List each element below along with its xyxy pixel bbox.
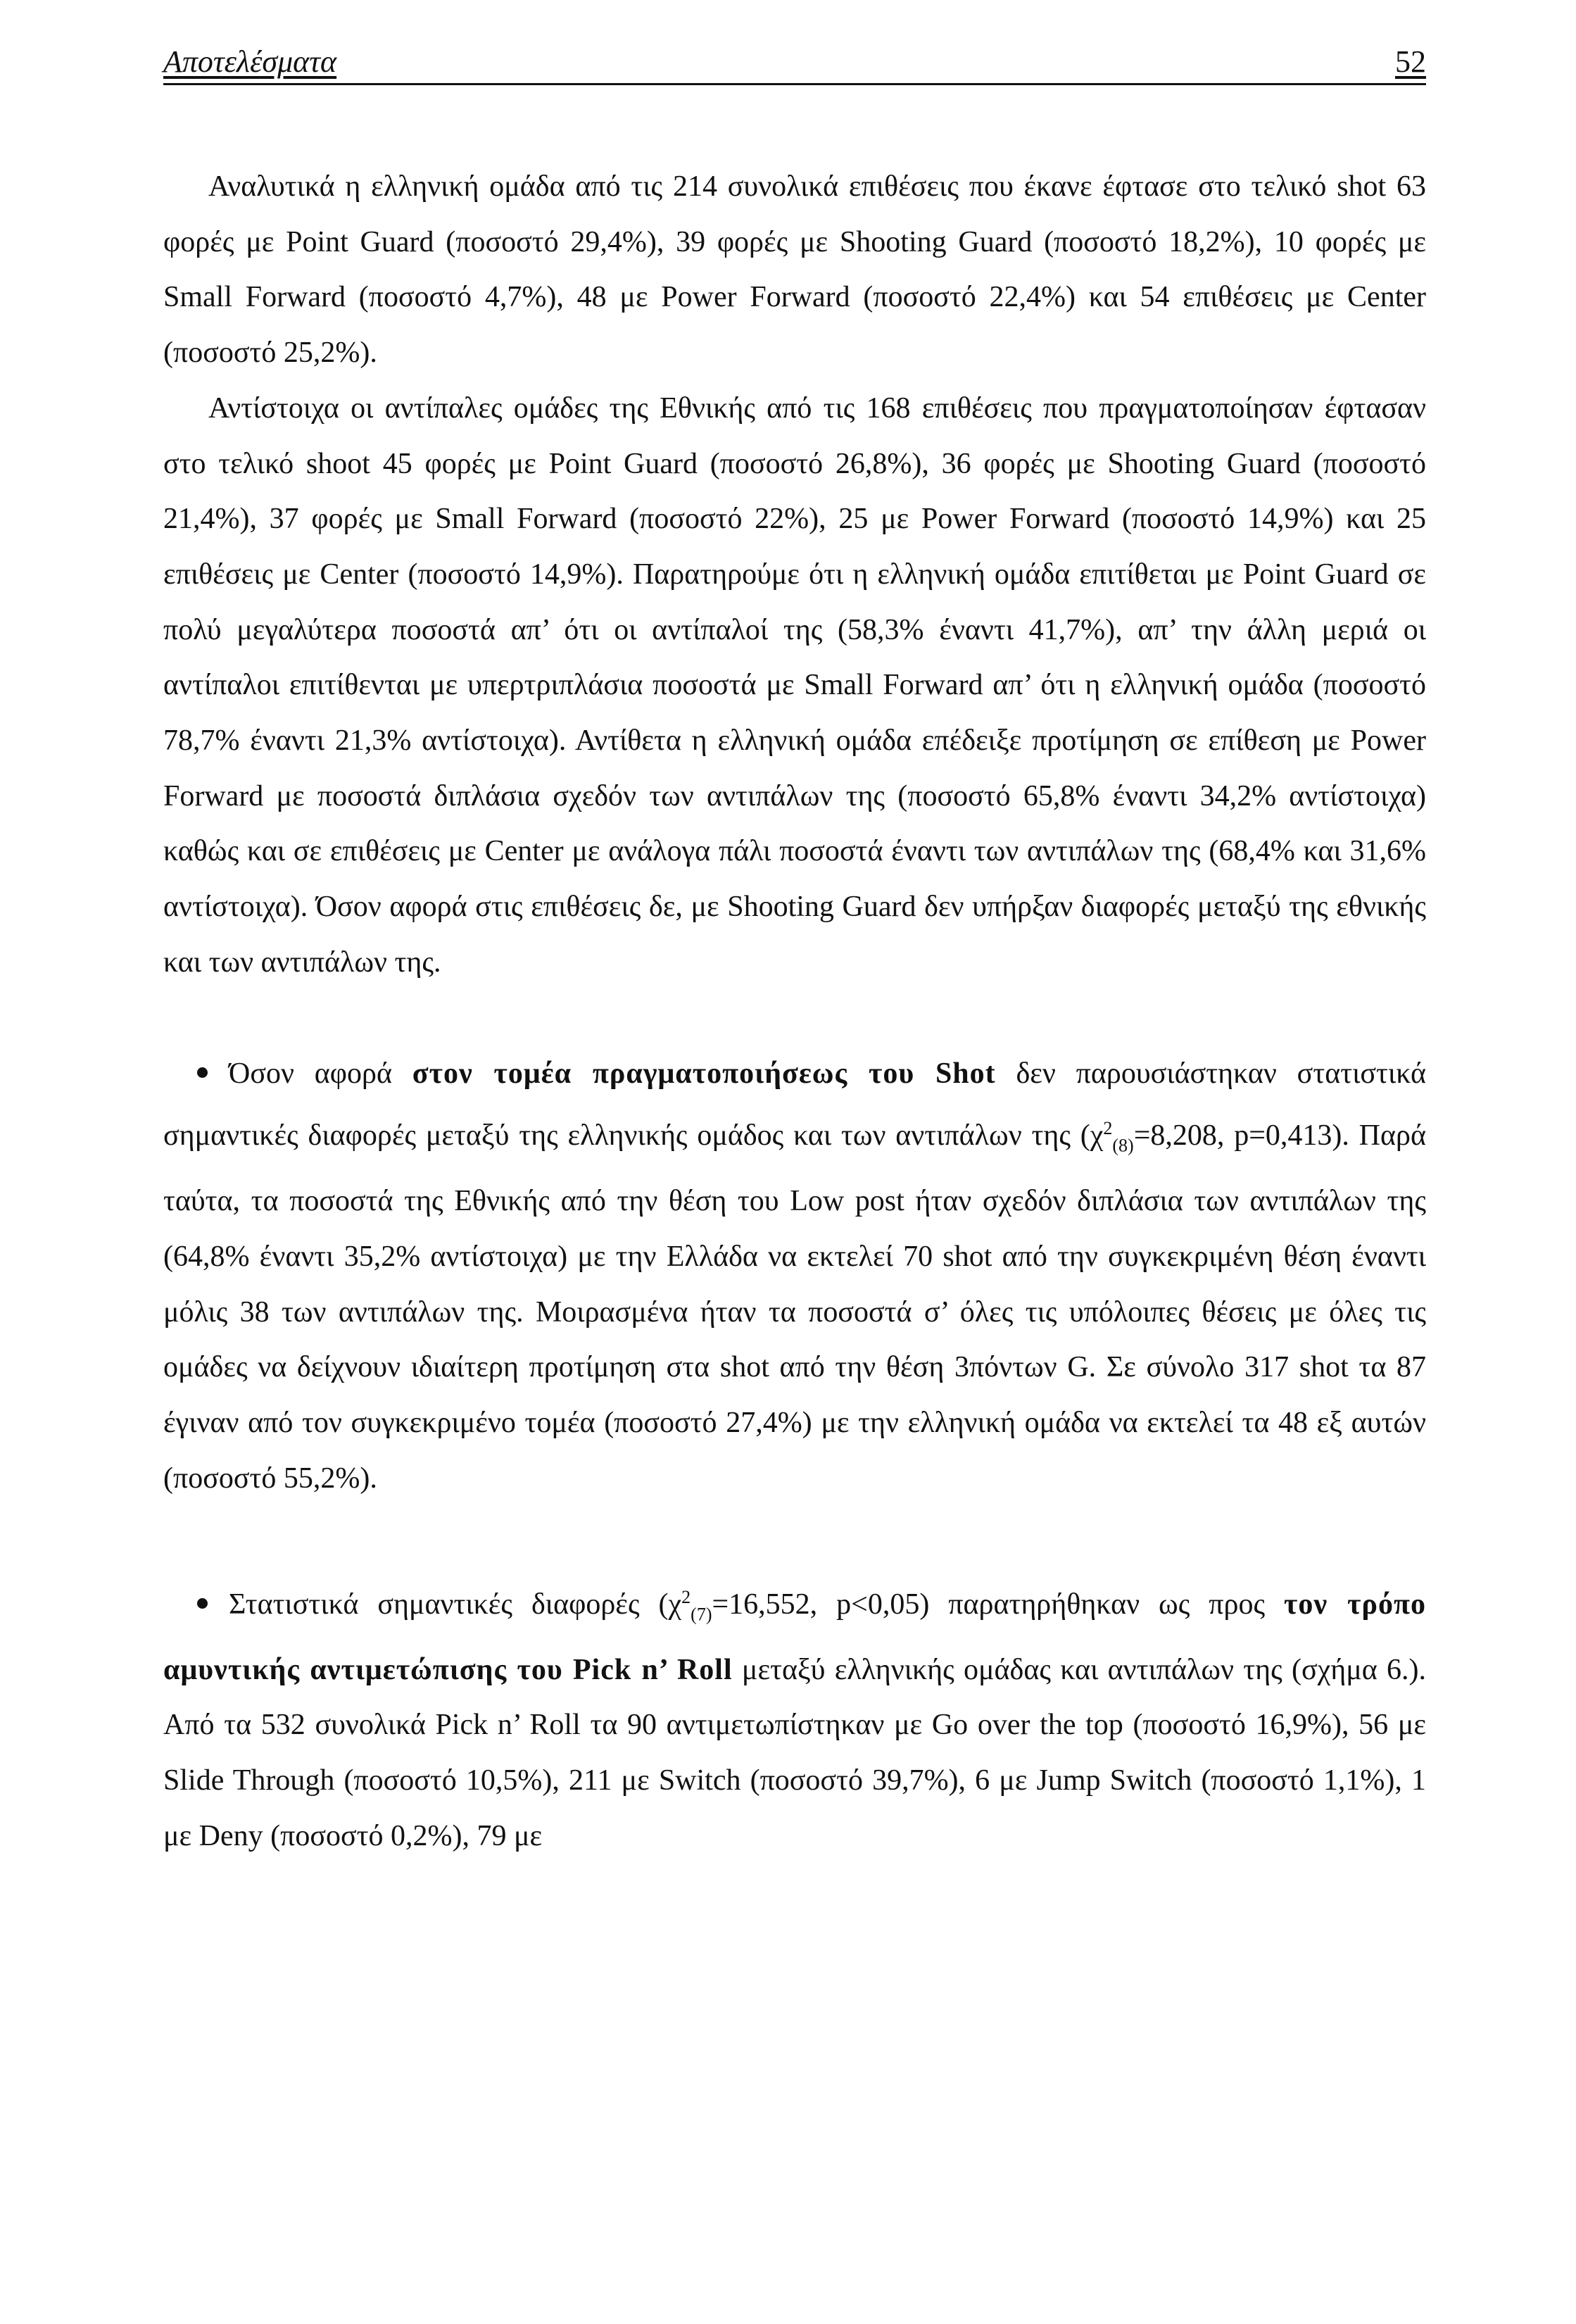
bullet-pick-and-roll <box>163 1570 1426 1864</box>
chi-square-superscript: 2 <box>1103 1118 1113 1139</box>
bullet-pick-roll-text1: =16,552, p<0,05) παρατηρήθηκαν ως προς <box>712 1588 1285 1621</box>
section-title: Αποτελέσματα <box>163 44 337 79</box>
paragraph-spacer <box>163 1507 1426 1570</box>
bullet-icon <box>197 1598 208 1609</box>
paragraph-opponent-attacks: Αντίστοιχα οι αντίπαλες ομάδες της Εθνικής από τις 168 επιθέσεις που πραγματοποίησαν έφτασαν στο τελικό shoot 45 φορές με Point Guard (ποσοστό 26,8%), 36 φορές με Shooting Guard (ποσοστό 21,4%), 37 φορές με Small Forward (ποσοστό 22%), 25 με Power Forward (ποσοστό 14,9%) και 25 επιθέσεις με Center (ποσοστό 14,9%). Παρατηρούμε ότι η ελληνική ομάδα επιτίθεται με Point Guard σε πολύ μεγαλύτερα ποσοστά απ’ ότι οι αντίπαλοί της (58,3% έναντι 41,7%), απ’ την άλλη μεριά οι αντίπαλοι επιτίθενται με υπερτριπλάσια ποσοστά με Small Forward απ’ ότι η ελληνική ομάδα (ποσοστό 78,7% έναντι 21,3% αντίστοιχα). Αντίθετα η ελληνική ομάδα επέδειξε προτίμηση σε επίθεση με Power Forward με ποσοστά διπλάσια σχεδόν των αντιπάλων της (ποσοστό 65,8% έναντι 34,2% αντίστοιχα) καθώς και σε επιθέσεις με Center με ανάλογα πάλι ποσοστά έναντι των αντιπάλων της (68,4% και 31,6% αντίστοιχα). Όσον αφορά στις επιθέσεις δε, με Shooting Guard δεν υπήρξαν διαφορές μεταξύ της εθνικής και των αντιπάλων της. <box>163 391 1426 979</box>
bullet-shot-zone-text1: δεν παρουσιάστηκαν στατιστικά σημαντικές διαφορές μεταξύ της ελληνικής ομάδος και των αντιπάλων της (χ <box>163 1057 1427 1152</box>
paragraph-spacer <box>163 991 1426 1046</box>
bullet-pick-roll-text2: μεταξύ ελληνικής ομάδας και αντιπάλων της (σχήμα 6.). Από τα 532 συνολικά Pick n’ Roll τα 90 αντιμετωπίστηκαν με Go over the top (ποσοστό 16,9%), 56 με Slide Through (ποσοστό 10,5%), 211 με Switch (ποσοστό 39,7%), 6 με Jump Switch (ποσοστό 1,1%), 1 με Deny (ποσοστό 0,2%), 79 με <box>163 1653 1427 1852</box>
paragraph-greek-team-attacks: Αναλυτικά η ελληνική ομάδα από τις 214 συνολικά επιθέσεις που έκανε έφτασε στο τελικό shot 63 φορές με Point Guard (ποσοστό 29,4%), 39 φορές με Shooting Guard (ποσοστό 18,2%), 10 φορές με Small Forward (ποσοστό 4,7%), 48 με Power Forward (ποσοστό 22,4%) και 54 επιθέσεις με Center (ποσοστό 25,2%). <box>163 170 1426 370</box>
chi-square-df: (8) <box>1112 1135 1134 1156</box>
bullet-shot-zone-text2: =8,208, p=0,413). Παρά ταύτα, τα ποσοστά της Εθνικής από την θέση του Low post ήταν σχεδόν διπλάσια των αντιπάλων της (64,8% έναντι 35,2% αντίστοιχα) με την Ελλάδα να εκτελεί 70 shot από την συγκεκριμένη θέση έναντι μόλις 38 των αντιπάλων της. Μοιρασμένα ήταν τα ποσοστά σ’ όλες τις υπόλοιπες θέσεις με όλες τις ομάδες να δείχνουν ιδιαίτερη προτίμηση στα shot από την θέση 3πόντων G. Σε σύνολο 317 shot τα 87 έγιναν από τον συγκεκριμένο τομέα (ποσοστό 27,4%) με την ελληνική ομάδα να εκτελεί τα 48 εξ αυτών (ποσοστό 55,2%). <box>163 1119 1426 1495</box>
bullet-pick-roll-lead: Στατιστικά σημαντικές διαφορές (χ <box>229 1588 682 1621</box>
chi-square-df: (7) <box>691 1603 712 1624</box>
bullet-shot-zone-bold: στον τομέα πραγματοποιήσεως του Shot <box>412 1057 996 1090</box>
bullet-icon <box>197 1067 208 1078</box>
bullet-pick-roll-bold: τον τρόπο αμυντικής αντιμετώπισης του Pick n’ Roll <box>163 1588 1426 1686</box>
bullet-shot-zone <box>163 1046 1426 1507</box>
document-body <box>163 159 1426 1864</box>
page-number: 52 <box>1395 44 1426 79</box>
chi-square-superscript: 2 <box>681 1586 691 1607</box>
page-header <box>163 41 1426 85</box>
bullet-shot-zone-lead: Όσον αφορά <box>229 1057 412 1090</box>
